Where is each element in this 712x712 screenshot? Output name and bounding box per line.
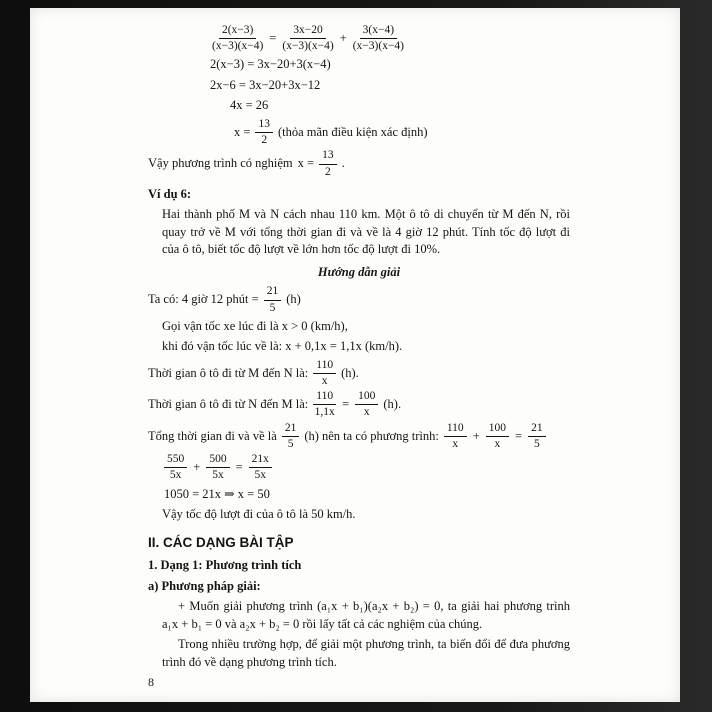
equation-fractions-line bbox=[212, 24, 570, 53]
conclusion-line bbox=[148, 149, 570, 178]
fraction bbox=[282, 422, 300, 451]
fraction bbox=[212, 24, 263, 53]
page-content bbox=[30, 8, 680, 671]
total-time-line bbox=[148, 422, 570, 451]
unit-hours: (h). bbox=[383, 397, 402, 412]
fraction-denominator: 1,1x bbox=[314, 406, 335, 419]
fraction-denominator: (x−3)(x−4) bbox=[352, 40, 405, 53]
time-nm-line bbox=[148, 390, 570, 419]
total-time-text: Tổng thời gian đi và về là bbox=[148, 428, 277, 443]
fraction bbox=[444, 422, 467, 451]
equation-line: 2(x−3) = 3x−20+3(x−4) bbox=[210, 57, 331, 72]
plus-sign: + bbox=[472, 428, 480, 443]
equals-sign: = bbox=[342, 397, 350, 412]
text-line: Gọi vận tốc xe lúc đi là x > 0 (km/h), bbox=[162, 318, 348, 333]
fraction-denominator: 5x bbox=[169, 469, 182, 482]
conclusion-line: Vậy tốc độ lượt đi của ô tô là 50 km/h. bbox=[162, 507, 356, 521]
dang1-heading: 1. Dạng 1: Phương trình tích bbox=[148, 558, 302, 573]
fraction-numerator: 13 bbox=[319, 149, 337, 164]
fraction-denominator: 5 bbox=[533, 437, 540, 450]
fraction-denominator: 5 bbox=[287, 437, 294, 450]
fraction bbox=[313, 390, 336, 419]
equals-sign: = bbox=[235, 460, 243, 475]
solution-guide-title: Hướng dẫn giải bbox=[317, 264, 401, 279]
fraction bbox=[249, 453, 272, 482]
fraction bbox=[355, 390, 378, 419]
fraction bbox=[319, 149, 337, 178]
method-paragraph: + Muốn giải phương trình (a₁x + b₁)(a₂x + b₂) = 0, ta giải hai phương trình a₁x + b₁ = 0 và a₂x + b₂ = 0 rồi lấy tất cả các nghiệm của chúng. bbox=[162, 599, 570, 631]
example-6-label: Ví dụ 6: bbox=[148, 186, 192, 201]
fraction-numerator: 550 bbox=[164, 453, 187, 468]
fraction-numerator: 21 bbox=[528, 422, 546, 437]
fraction-numerator: 110 bbox=[313, 359, 336, 374]
fraction-denominator: 2 bbox=[324, 165, 331, 178]
conclusion-text: Vậy phương trình có nghiệm bbox=[148, 156, 293, 171]
equals-sign: = bbox=[515, 428, 523, 443]
plus-sign: + bbox=[339, 30, 347, 45]
fraction-numerator: 500 bbox=[206, 453, 229, 468]
equals-sign: = bbox=[269, 30, 277, 45]
fraction-numerator: 100 bbox=[355, 390, 378, 405]
fraction-denominator: x bbox=[452, 437, 459, 450]
fraction bbox=[313, 359, 336, 388]
fraction-denominator: 5x bbox=[212, 469, 224, 482]
fraction-numerator: 3(x−4) bbox=[360, 24, 397, 39]
time-nm-text: Thời gian ô tô đi từ N đến M là: bbox=[148, 397, 309, 412]
unit-hours: (h). bbox=[341, 365, 359, 380]
fraction bbox=[255, 118, 273, 147]
text-line: khi đó vận tốc lúc về là: x + 0,1x = 1,1x (km/h). bbox=[162, 339, 403, 354]
unit-hours: (h) bbox=[286, 292, 301, 307]
taco-line bbox=[148, 285, 570, 314]
fraction bbox=[353, 24, 404, 53]
total-time-mid: (h) nên ta có phương trình: bbox=[304, 428, 439, 443]
book-page bbox=[30, 8, 680, 702]
fraction-denominator: x bbox=[363, 406, 370, 419]
fraction-numerator: 13 bbox=[255, 118, 273, 133]
fraction-numerator: 3x−20 bbox=[290, 24, 326, 39]
fraction bbox=[282, 24, 333, 53]
fraction bbox=[528, 422, 546, 451]
example-6-body: Hai thành phố M và N cách nhau 110 km. Một ô tô di chuyển từ M đến N, rồi quay trở về M với tổng thời gian đi và về là 4 giờ 12 phút. Tính tốc độ lượt đi của ô tô, biết tốc độ lượt về lớn hơn tốc độ lượt đi 10%. bbox=[162, 207, 570, 257]
fraction-numerator: 21 bbox=[282, 422, 300, 437]
time-mn-text: Thời gian ô tô đi từ M đến N là: bbox=[148, 365, 309, 380]
equation-lead: x = bbox=[297, 156, 315, 171]
fraction-denominator: x bbox=[321, 374, 328, 387]
fraction-denominator: 5 bbox=[269, 301, 276, 314]
fraction bbox=[486, 422, 509, 451]
fraction-denominator: x bbox=[494, 437, 501, 450]
fraction-numerator: 21 bbox=[264, 285, 282, 300]
section-heading: II. CÁC DẠNG BÀI TẬP bbox=[148, 534, 294, 550]
time-mn-line bbox=[148, 359, 570, 388]
equation-result-line bbox=[234, 118, 570, 147]
equation-line: 4x = 26 bbox=[230, 98, 269, 113]
sentence-period: . bbox=[341, 156, 345, 171]
equation-lead: x = bbox=[234, 124, 251, 139]
fraction-denominator: (x−3)(x−4) bbox=[212, 40, 264, 53]
condition-note: (thỏa mãn điều kiện xác định) bbox=[277, 124, 428, 139]
fraction-numerator: 110 bbox=[313, 390, 336, 405]
fraction-denominator: 2 bbox=[261, 134, 268, 147]
plus-sign: + bbox=[193, 460, 201, 475]
method-heading: a) Phương pháp giải: bbox=[148, 578, 261, 593]
method-paragraph: Trong nhiều trường hợp, để giải một phương trình, ta biến đổi để đưa phương trình đó về dạng phương trình tích. bbox=[162, 637, 570, 669]
fraction-numerator: 2(x−3) bbox=[219, 24, 256, 39]
fraction bbox=[206, 453, 229, 482]
equation-line: 2x−6 = 3x−20+3x−12 bbox=[210, 77, 321, 92]
fraction-denominator: (x−3)(x−4) bbox=[282, 40, 334, 53]
fraction-numerator: 110 bbox=[444, 422, 467, 437]
fraction bbox=[164, 453, 187, 482]
taco-text: Ta có: 4 giờ 12 phút = bbox=[148, 292, 259, 307]
page-number: 8 bbox=[148, 675, 154, 689]
equation-fractions-line bbox=[164, 453, 570, 482]
fraction-numerator: 100 bbox=[486, 422, 509, 437]
fraction-numerator: 21x bbox=[249, 453, 272, 468]
equation-line: 1050 = 21x ⇒ x = 50 bbox=[164, 486, 270, 501]
fraction-denominator: 5x bbox=[254, 469, 266, 482]
fraction bbox=[264, 285, 282, 314]
